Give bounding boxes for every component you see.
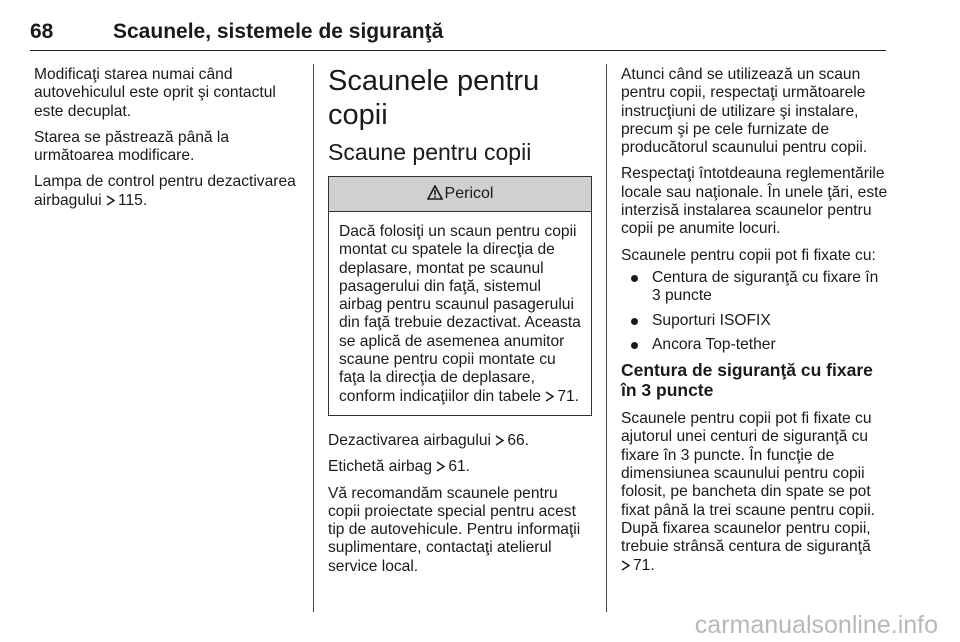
bullet-icon: [631, 318, 638, 325]
reference-text: Dezactivarea airbagului: [328, 431, 491, 449]
warning-page-link[interactable]: 71.: [557, 387, 579, 405]
cross-reference-icon: [106, 195, 115, 206]
list-item: Centura de siguranţă cu fixare în 3 puncte: [621, 269, 889, 306]
airbag-deactivation-page-link[interactable]: 66.: [507, 431, 529, 449]
warning-text: Dacă folosiţi un scaun pentru copii montat cu spatele la direcţia de deplasare, montat pe scaunul pasagerului din faţă, sistemul airbag pentru scaunul pasagerului din faţă trebuie dezactivat. Aceasta se aplică de asemenea anumitor scaune pentru copii montate cu faţa la direcţia de deplasare, conform indicaţiilor din tabele: [339, 223, 581, 405]
column-left: [34, 66, 296, 218]
cross-reference-icon: [495, 435, 504, 446]
paragraph-fixing-intro: Scaunele pentru copii pot fi fixate cu:: [621, 246, 876, 264]
airbag-label-page-link[interactable]: 61.: [448, 458, 471, 476]
danger-warning-box: [328, 176, 592, 416]
warning-body: [329, 212, 591, 415]
column-right: [621, 66, 889, 583]
warning-title: Pericol: [444, 185, 494, 202]
list-item: Suporturi ISOFIX: [621, 312, 889, 330]
paragraph-recommendation: Vă recomandăm scaunele pentru copii proiectate special pentru acest tip de autovehicule. Pentru informaţii suplimentare, contactaţi atelierul service local.: [328, 484, 581, 575]
column-divider-right: [606, 64, 607, 612]
subsection-heading: Scaune pentru copii: [328, 139, 532, 165]
page-header: [30, 12, 886, 51]
paragraph-usage-instructions: Atunci când se utilizează un scaun pentru copii, respectaţi următoarele instrucţiuni de utilizare şi instalare, precum şi pe cele furnizate de producătorul scaunului pentru copii.: [621, 66, 868, 157]
column-middle: [328, 64, 592, 584]
warning-header: [329, 177, 591, 212]
fixing-methods-list: [621, 269, 889, 354]
paragraph-control-lamp: [34, 173, 296, 210]
column-divider-left: [313, 64, 314, 612]
cross-reference-icon: [436, 461, 445, 472]
warning-triangle-icon: [427, 185, 443, 200]
page-number: 68: [30, 20, 54, 43]
list-item: Ancora Top-tether: [621, 336, 889, 354]
reference-airbag-label: [328, 458, 592, 476]
site-watermark: carmanualsonline.info: [694, 611, 938, 639]
paragraph-state-kept: Starea se păstrează până la următoarea modificare.: [34, 128, 230, 165]
reference-airbag-deactivation: [328, 432, 592, 450]
paragraph-three-point-belt: [621, 410, 889, 575]
control-lamp-text: Lampa de control pentru dezactivarea airbagului: [34, 173, 296, 209]
bullet-icon: [631, 342, 638, 349]
chapter-title: Scaunele, sistemele de siguranţă: [113, 20, 444, 43]
paragraph-regulations: Respectaţi întotdeauna reglementările locale sau naţionale. În unele ţări, este interzisă instalarea scaunelor pentru copii pe anumite locuri.: [621, 165, 888, 238]
cross-reference-icon: [545, 391, 554, 402]
section-heading: Scaunele pentru copii: [328, 65, 540, 131]
three-point-belt-heading: Centura de siguranţă cu fixare în 3 puncte: [621, 360, 873, 401]
control-lamp-page-link[interactable]: 115.: [117, 191, 148, 209]
reference-text: Etichetă airbag: [328, 458, 433, 476]
bullet-icon: [631, 275, 638, 282]
three-point-belt-text: Scaunele pentru copii pot fi fixate cu ajutorul unei centuri de siguranţă cu fixare în 3 puncte. În funcţie de dimensiunea scaunului pentru copii folosit, pe bancheta din spate se pot fixat până la trei scaune pentru copii. După fixarea scaunelor pentru copii, trebuie strânsă centura de siguranţă: [621, 410, 875, 556]
cross-reference-icon: [621, 560, 630, 571]
three-point-belt-page-link[interactable]: 71.: [633, 556, 655, 574]
paragraph-modify-state: Modificaţi starea numai când autovehiculul este oprit şi contactul este decuplat.: [34, 66, 276, 120]
